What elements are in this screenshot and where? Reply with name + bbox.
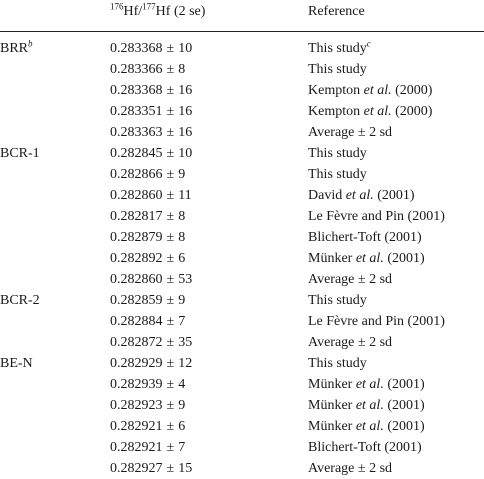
table-row xyxy=(0,374,484,395)
ratio-error: 8 xyxy=(178,61,186,77)
sample-cell xyxy=(0,122,110,143)
reference-cell xyxy=(308,185,484,206)
ratio-value: 0.283351 xyxy=(110,103,163,119)
sample-cell xyxy=(0,290,110,311)
plus-minus-symbol: ± xyxy=(166,460,175,476)
sample-name: BRR xyxy=(0,40,29,56)
reference-author: Kempton xyxy=(308,103,364,119)
reference-year: 2 sd xyxy=(365,271,393,287)
ratio-error: 9 xyxy=(178,397,186,413)
reference-text: This study xyxy=(308,355,367,371)
ratio-value: 0.283366 xyxy=(110,61,163,77)
ratio-value: 0.282921 xyxy=(110,418,163,434)
sample-cell xyxy=(0,143,110,164)
sample-cell xyxy=(0,101,110,122)
table-row xyxy=(0,143,484,164)
ratio-error: 6 xyxy=(178,250,186,266)
sample-cell xyxy=(0,311,110,332)
sample-cell xyxy=(0,248,110,269)
ratio-cell xyxy=(110,143,308,164)
ratio-value: 0.282921 xyxy=(110,439,163,455)
header-ratio-mid: Hf/ xyxy=(123,4,143,19)
reference-text: This study xyxy=(308,40,367,56)
reference-etal: et al. xyxy=(355,376,384,392)
reference-text: Blichert-Toft (2001) xyxy=(308,229,422,245)
ratio-cell xyxy=(110,164,308,185)
sample-cell xyxy=(0,353,110,374)
ratio-error: 35 xyxy=(178,334,193,350)
ratio-value: 0.282892 xyxy=(110,250,163,266)
ratio-error: 16 xyxy=(178,82,193,98)
reference-author: Münker xyxy=(308,250,356,266)
plus-minus-symbol: ± xyxy=(166,271,175,287)
reference-cell xyxy=(308,311,484,332)
reference-author: Münker xyxy=(308,397,356,413)
sample-cell xyxy=(0,59,110,80)
ratio-value: 0.282884 xyxy=(110,313,163,329)
reference-etal: et al. xyxy=(345,187,374,203)
ratio-cell xyxy=(110,185,308,206)
ratio-error: 11 xyxy=(178,187,192,203)
sample-cell xyxy=(0,164,110,185)
sample-name: BCR-2 xyxy=(0,292,40,308)
ratio-value: 0.282860 xyxy=(110,187,163,203)
table-row xyxy=(0,122,484,143)
ratio-error: 9 xyxy=(178,292,186,308)
reference-cell xyxy=(308,101,484,122)
plus-minus-symbol: ± xyxy=(166,376,175,392)
sample-cell xyxy=(0,206,110,227)
sample-cell xyxy=(0,395,110,416)
reference-author: Münker xyxy=(308,376,356,392)
plus-minus-symbol: ± xyxy=(166,40,175,56)
sample-cell xyxy=(0,31,110,59)
plus-minus-symbol: ± xyxy=(166,187,175,203)
reference-cell xyxy=(308,227,484,248)
reference-text: This study xyxy=(308,292,367,308)
reference-cell xyxy=(308,332,484,353)
reference-plus-minus: ± xyxy=(357,271,366,287)
sample-cell xyxy=(0,185,110,206)
header-ratio xyxy=(110,0,308,31)
table-row xyxy=(0,80,484,101)
ratio-value: 0.282872 xyxy=(110,334,163,350)
table-row xyxy=(0,101,484,122)
ratio-cell xyxy=(110,416,308,437)
sample-cell xyxy=(0,332,110,353)
header-reference: Reference xyxy=(308,4,365,19)
reference-cell xyxy=(308,395,484,416)
ratio-cell xyxy=(110,374,308,395)
table-row xyxy=(0,395,484,416)
sample-cell xyxy=(0,458,110,479)
reference-author: Münker xyxy=(308,418,356,434)
ratio-value: 0.282939 xyxy=(110,376,163,392)
reference-etal: et al. xyxy=(355,397,384,413)
table-row xyxy=(0,269,484,290)
reference-cell xyxy=(308,290,484,311)
header-ratio-tail: Hf (2 se) xyxy=(155,4,206,19)
table-row xyxy=(0,164,484,185)
plus-minus-symbol: ± xyxy=(166,166,175,182)
ratio-value: 0.282923 xyxy=(110,397,163,413)
reference-cell xyxy=(308,122,484,143)
ratio-cell xyxy=(110,311,308,332)
reference-year: (2001) xyxy=(383,397,425,413)
reference-year: 2 sd xyxy=(365,460,393,476)
plus-minus-symbol: ± xyxy=(166,124,175,140)
ratio-value: 0.282866 xyxy=(110,166,163,182)
ratio-cell xyxy=(110,290,308,311)
table-row xyxy=(0,458,484,479)
ratio-error: 53 xyxy=(178,271,193,287)
table-header-row xyxy=(0,0,484,31)
ratio-error: 16 xyxy=(178,103,193,119)
ratio-error: 6 xyxy=(178,418,186,434)
ratio-value: 0.282817 xyxy=(110,208,163,224)
reference-year: 2 sd xyxy=(365,124,393,140)
reference-cell xyxy=(308,416,484,437)
reference-text: Le Fèvre and Pin (2001) xyxy=(308,313,445,329)
ratio-error: 4 xyxy=(178,376,186,392)
reference-footnote-mark: c xyxy=(366,38,371,49)
ratio-error: 8 xyxy=(178,208,186,224)
table-row xyxy=(0,248,484,269)
table-row xyxy=(0,416,484,437)
table-row xyxy=(0,206,484,227)
reference-plus-minus: ± xyxy=(357,460,366,476)
reference-year: (2001) xyxy=(373,187,415,203)
sample-footnote-mark: b xyxy=(28,38,33,49)
table-row xyxy=(0,332,484,353)
reference-year: (2001) xyxy=(383,250,425,266)
reference-plus-minus: ± xyxy=(357,124,366,140)
ratio-cell xyxy=(110,437,308,458)
ratio-cell xyxy=(110,31,308,59)
reference-text: Le Fèvre and Pin (2001) xyxy=(308,208,445,224)
table-row xyxy=(0,311,484,332)
reference-author: David xyxy=(308,187,346,203)
reference-cell xyxy=(308,143,484,164)
reference-author: Average xyxy=(308,334,358,350)
reference-cell xyxy=(308,458,484,479)
table-row xyxy=(0,59,484,80)
table-row xyxy=(0,227,484,248)
plus-minus-symbol: ± xyxy=(166,103,175,119)
plus-minus-symbol: ± xyxy=(166,145,175,161)
plus-minus-symbol: ± xyxy=(166,334,175,350)
header-ratio-isotope-177: 177 xyxy=(142,1,156,12)
reference-cell xyxy=(308,353,484,374)
ratio-error: 7 xyxy=(178,313,186,329)
ratio-error: 8 xyxy=(178,229,186,245)
reference-text: This study xyxy=(308,145,367,161)
plus-minus-symbol: ± xyxy=(166,229,175,245)
sample-name: BE-N xyxy=(0,355,33,371)
reference-etal: et al. xyxy=(363,82,392,98)
reference-cell xyxy=(308,164,484,185)
reference-cell xyxy=(308,31,484,59)
ratio-error: 9 xyxy=(178,166,186,182)
plus-minus-symbol: ± xyxy=(166,250,175,266)
header-ratio-isotope-176: 176 xyxy=(110,1,124,12)
table-row xyxy=(0,353,484,374)
reference-author: Average xyxy=(308,460,358,476)
plus-minus-symbol: ± xyxy=(166,397,175,413)
plus-minus-symbol: ± xyxy=(166,82,175,98)
reference-year: (2001) xyxy=(383,376,425,392)
reference-author: Average xyxy=(308,124,358,140)
ratio-value: 0.282859 xyxy=(110,292,163,308)
plus-minus-symbol: ± xyxy=(166,208,175,224)
reference-cell xyxy=(308,59,484,80)
ratio-cell xyxy=(110,248,308,269)
ratio-value: 0.282927 xyxy=(110,460,163,476)
ratio-error: 10 xyxy=(178,145,193,161)
reference-author: Kempton xyxy=(308,82,364,98)
sample-cell xyxy=(0,416,110,437)
plus-minus-symbol: ± xyxy=(166,439,175,455)
ratio-error: 7 xyxy=(178,439,186,455)
ratio-value: 0.282845 xyxy=(110,145,163,161)
ratio-value: 0.283363 xyxy=(110,124,163,140)
table-row xyxy=(0,185,484,206)
sample-cell xyxy=(0,227,110,248)
plus-minus-symbol: ± xyxy=(166,313,175,329)
sample-cell xyxy=(0,437,110,458)
reference-text: This study xyxy=(308,166,367,182)
ratio-value: 0.283368 xyxy=(110,82,163,98)
ratio-value: 0.282929 xyxy=(110,355,163,371)
sample-name: BCR-1 xyxy=(0,145,40,161)
ratio-value: 0.282879 xyxy=(110,229,163,245)
reference-etal: et al. xyxy=(363,103,392,119)
ratio-error: 15 xyxy=(178,460,193,476)
reference-text: This study xyxy=(308,61,367,77)
ratio-cell xyxy=(110,80,308,101)
reference-year: (2001) xyxy=(383,418,425,434)
ratio-cell xyxy=(110,122,308,143)
plus-minus-symbol: ± xyxy=(166,292,175,308)
ratio-error: 16 xyxy=(178,124,193,140)
reference-cell xyxy=(308,80,484,101)
ratio-cell xyxy=(110,101,308,122)
sample-cell xyxy=(0,269,110,290)
reference-cell xyxy=(308,437,484,458)
table-row xyxy=(0,31,484,59)
plus-minus-symbol: ± xyxy=(166,418,175,434)
ratio-cell xyxy=(110,59,308,80)
reference-etal: et al. xyxy=(355,250,384,266)
reference-cell xyxy=(308,269,484,290)
ratio-cell xyxy=(110,353,308,374)
reference-plus-minus: ± xyxy=(357,334,366,350)
ratio-cell xyxy=(110,269,308,290)
reference-cell xyxy=(308,248,484,269)
reference-cell xyxy=(308,206,484,227)
reference-cell xyxy=(308,374,484,395)
table-row xyxy=(0,290,484,311)
ratio-error: 10 xyxy=(178,40,193,56)
reference-text: Blichert-Toft (2001) xyxy=(308,439,422,455)
reference-year: 2 sd xyxy=(365,334,393,350)
sample-cell xyxy=(0,374,110,395)
ratio-error: 12 xyxy=(178,355,193,371)
sample-cell xyxy=(0,80,110,101)
reference-etal: et al. xyxy=(355,418,384,434)
table-row xyxy=(0,437,484,458)
reference-author: Average xyxy=(308,271,358,287)
ratio-value: 0.283368 xyxy=(110,40,163,56)
ratio-cell xyxy=(110,227,308,248)
plus-minus-symbol: ± xyxy=(166,355,175,371)
reference-year: (2000) xyxy=(391,82,433,98)
ratio-cell xyxy=(110,458,308,479)
ratio-cell xyxy=(110,206,308,227)
header-sample xyxy=(0,0,110,31)
ratio-cell xyxy=(110,395,308,416)
reference-year: (2000) xyxy=(391,103,433,119)
ratio-value: 0.282860 xyxy=(110,271,163,287)
plus-minus-symbol: ± xyxy=(166,61,175,77)
ratio-cell xyxy=(110,332,308,353)
